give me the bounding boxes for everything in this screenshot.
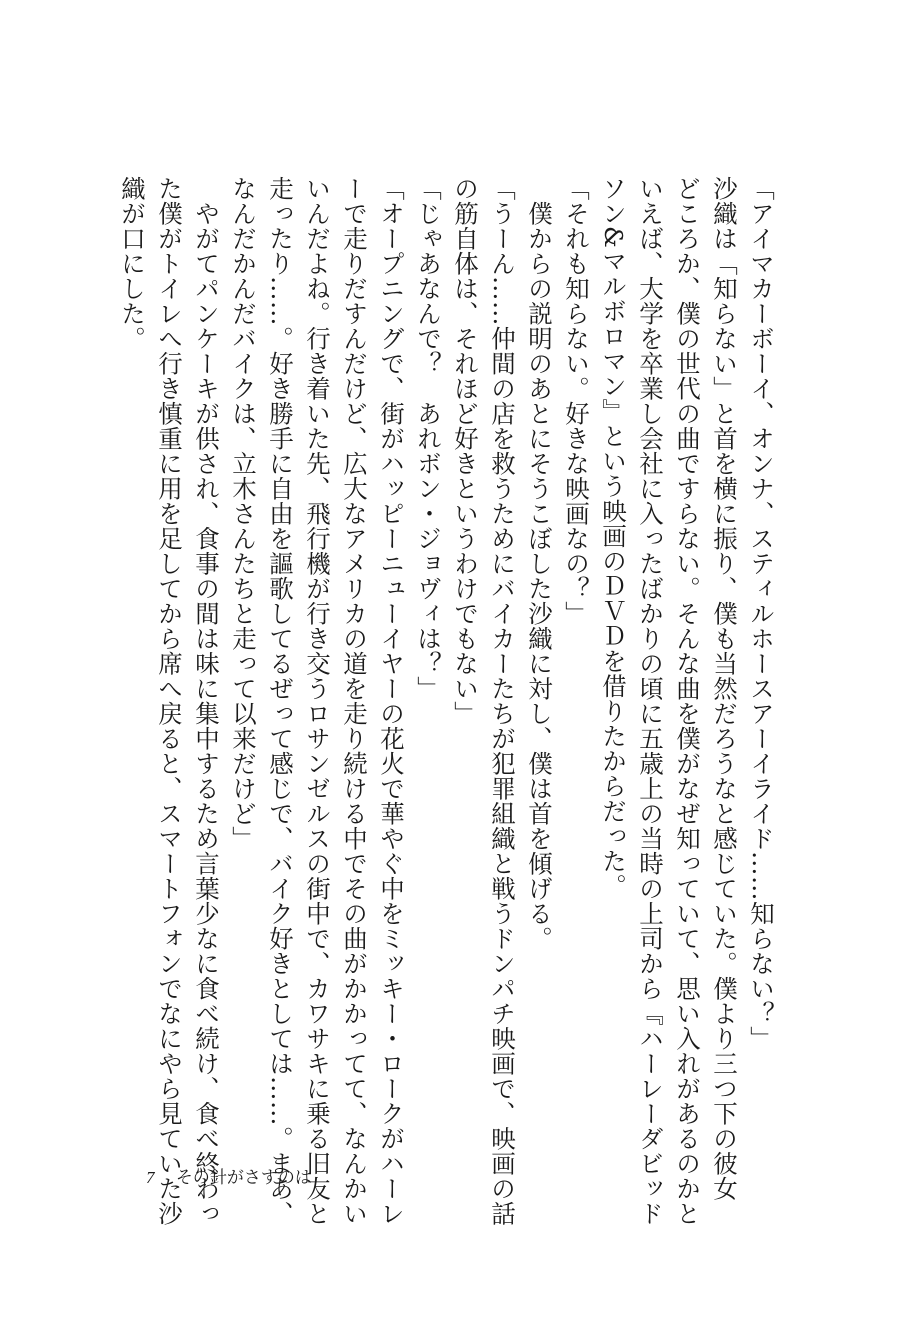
text-line: 沙織は「知らない」と首を横に振り、僕も当然だろうなと感じていた。僕より三つ下の彼女: [710, 176, 739, 1201]
text-line: 「うーん……仲間の店を救うためにバイカーたちが犯罪組織と戦うドンパチ映画で、映画の話: [488, 176, 517, 1226]
text-line: た僕がトイレへ行き慎重に用を足してから席へ戻ると、スマートフォンでなにやら見ていた沙: [155, 176, 184, 1226]
text-line: やがてパンケーキが供され、食事の間は味に集中するため言葉少なに食べ続け、食べ終わっ: [192, 176, 221, 1226]
text-line: 「オープニングで、街がハッピーニューイヤーの花火で華やぐ中をミッキー・ロークがハーレ: [377, 176, 406, 1226]
text-line: 「アイマカーボーイ、オンナ、スティルホースアーイライド……知らない？」: [747, 176, 776, 1051]
page-footer: [146, 1163, 312, 1188]
text-line: 僕からの説明のあとにそうこぼした沙織に対し、僕は首を傾げる。: [525, 176, 554, 951]
page-number: 7: [146, 1168, 155, 1187]
text-line: 「じゃあなんで？ あれボン・ジョヴィは？」: [414, 176, 443, 701]
text-line: 走ったり……。好き勝手に自由を謳歌してるぜって感じで、バイク好きとしては……。まあ、: [266, 176, 295, 1226]
text-line: 織が口にした。: [118, 176, 147, 351]
text-line: の筋自体は、それほど好きというわけでもない」: [451, 176, 480, 726]
text-line: ソン&マルボロマン』という映画のＤＶＤを借りたからだった。: [599, 176, 628, 899]
text-line: どころか、僕の世代の曲ですらない。そんな曲を僕がなぜ知っていて、思い入れがあるのかと: [673, 176, 702, 1226]
text-line: なんだかんだバイクは、立木さんたちと走って以来だけど」: [229, 176, 258, 851]
text-line: いんだよね。行き着いた先、飛行機が行き交うロサンゼルスの街中で、カワサキに乗る旧友と: [303, 176, 332, 1226]
text-line: 「それも知らない。好きな映画なの？」: [562, 176, 591, 626]
text-line: いえば、大学を卒業し会社に入ったばかりの頃に五歳上の当時の上司から『ハーレーダビッド: [636, 176, 665, 1226]
text-line: ーで走りだすんだけど、広大なアメリカの道を走り続ける中でその曲がかかってて、なんかい: [340, 176, 369, 1226]
running-title: その針がさすのは: [175, 1168, 312, 1188]
